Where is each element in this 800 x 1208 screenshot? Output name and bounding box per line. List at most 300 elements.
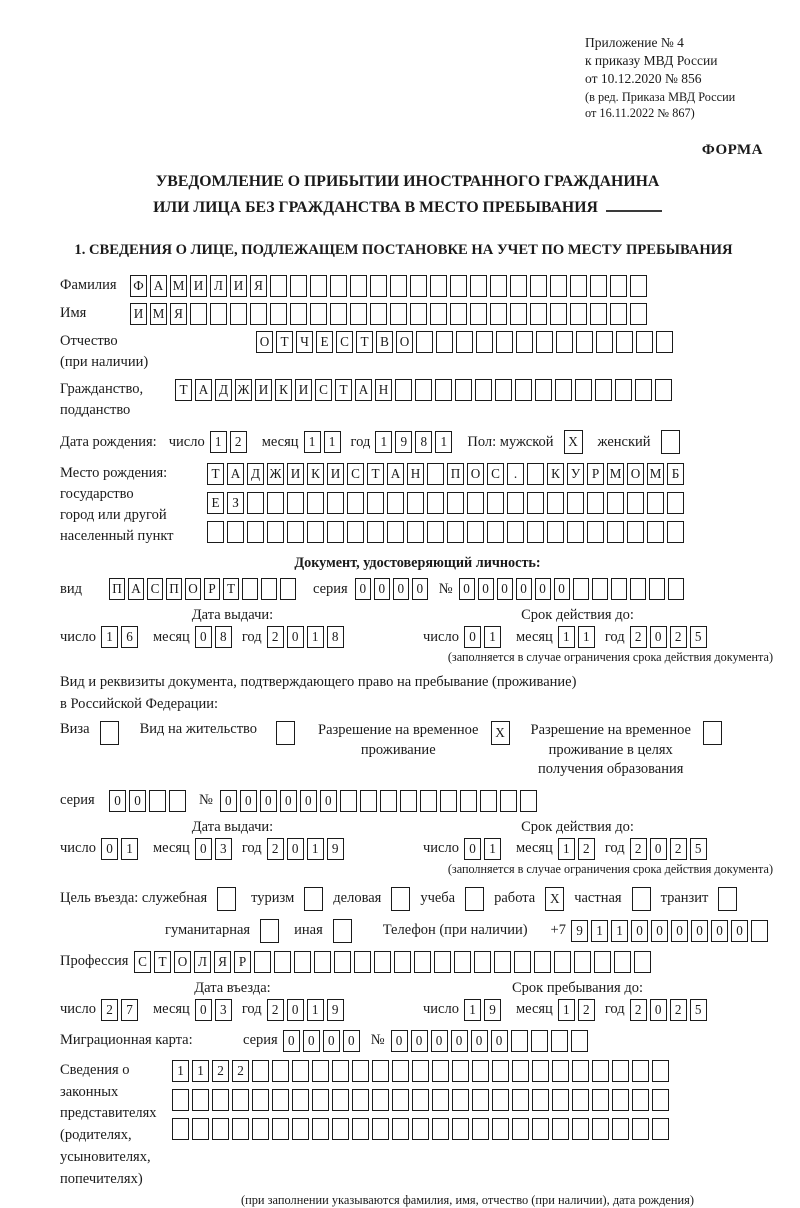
guardians-row1-input[interactable] [172,1060,672,1082]
char-cell[interactable] [527,521,544,543]
char-cell[interactable] [472,1060,489,1082]
char-cell[interactable] [594,951,611,973]
char-cell[interactable]: П [166,578,182,600]
char-cell[interactable]: Т [207,463,224,485]
char-cell[interactable] [416,331,433,353]
char-cell[interactable] [330,303,347,325]
char-cell[interactable] [510,303,527,325]
char-cell[interactable]: С [134,951,151,973]
char-cell[interactable]: 9 [327,999,344,1021]
char-cell[interactable] [372,1118,389,1140]
char-cell[interactable] [514,951,531,973]
char-cell[interactable] [555,379,572,401]
char-cell[interactable] [496,331,513,353]
char-cell[interactable]: 0 [220,790,237,812]
char-cell[interactable]: О [627,463,644,485]
char-cell[interactable] [395,379,412,401]
permit-valid-day-input[interactable] [464,838,504,860]
temp-residence-edu-checkbox[interactable] [703,721,725,745]
char-cell[interactable] [615,379,632,401]
char-cell[interactable]: Т [367,463,384,485]
char-cell[interactable]: И [130,303,147,325]
char-cell[interactable] [436,331,453,353]
char-cell[interactable]: 1 [307,626,324,648]
char-cell[interactable] [227,521,244,543]
char-cell[interactable]: 0 [671,920,688,942]
char-cell[interactable]: 1 [307,838,324,860]
char-cell[interactable] [387,492,404,514]
char-cell[interactable] [495,379,512,401]
char-cell[interactable]: П [447,463,464,485]
char-cell[interactable] [372,1060,389,1082]
char-cell[interactable] [292,1089,309,1111]
char-cell[interactable] [572,1118,589,1140]
char-cell[interactable]: 0 [283,1030,300,1052]
char-cell[interactable] [567,492,584,514]
char-cell[interactable]: И [190,275,207,297]
temp-residence-checkbox[interactable] [491,721,513,745]
char-cell[interactable]: О [174,951,191,973]
char-cell[interactable]: 0 [711,920,728,942]
char-cell[interactable] [751,920,768,942]
char-cell[interactable] [169,790,186,812]
char-cell[interactable] [307,492,324,514]
purpose-work-checkbox[interactable] [545,887,567,911]
char-cell[interactable] [552,1089,569,1111]
char-cell[interactable] [530,275,547,297]
char-cell[interactable]: Ж [267,463,284,485]
permit-number-input[interactable] [220,790,540,812]
char-cell[interactable]: 0 [491,1030,508,1052]
char-cell[interactable] [470,275,487,297]
purpose-tourism-checkbox[interactable] [304,887,326,911]
char-cell[interactable]: Е [207,492,224,514]
char-cell[interactable]: 0 [240,790,257,812]
checkbox-cell[interactable]: X [491,721,510,745]
char-cell[interactable] [627,492,644,514]
char-cell[interactable] [635,379,652,401]
char-cell[interactable]: С [487,463,504,485]
char-cell[interactable] [475,379,492,401]
char-cell[interactable]: Т [276,331,293,353]
char-cell[interactable] [590,303,607,325]
char-cell[interactable]: И [295,379,312,401]
guardians-row3-input[interactable] [172,1118,672,1140]
char-cell[interactable] [607,521,624,543]
char-cell[interactable] [551,1030,568,1052]
char-cell[interactable]: Ч [296,331,313,353]
char-cell[interactable]: 1 [324,431,341,453]
char-cell[interactable] [507,521,524,543]
purpose-humanitarian-checkbox[interactable] [260,919,282,943]
char-cell[interactable] [515,379,532,401]
char-cell[interactable] [192,1118,209,1140]
char-cell[interactable] [314,951,331,973]
char-cell[interactable]: 1 [172,1060,189,1082]
char-cell[interactable]: 1 [558,838,575,860]
checkbox-cell[interactable] [703,721,722,745]
char-cell[interactable] [571,1030,588,1052]
char-cell[interactable] [247,521,264,543]
char-cell[interactable]: Б [667,463,684,485]
char-cell[interactable]: К [547,463,564,485]
char-cell[interactable]: 0 [516,578,532,600]
char-cell[interactable]: 1 [484,838,501,860]
char-cell[interactable] [374,951,391,973]
char-cell[interactable] [250,303,267,325]
purpose-official-checkbox[interactable] [217,887,239,911]
char-cell[interactable]: 0 [631,920,648,942]
char-cell[interactable]: 0 [497,578,513,600]
char-cell[interactable]: И [230,275,247,297]
char-cell[interactable] [616,331,633,353]
char-cell[interactable]: 1 [611,920,628,942]
char-cell[interactable] [387,521,404,543]
char-cell[interactable] [632,1060,649,1082]
char-cell[interactable]: 0 [431,1030,448,1052]
char-cell[interactable] [190,303,207,325]
char-cell[interactable] [274,951,291,973]
char-cell[interactable]: 0 [731,920,748,942]
char-cell[interactable]: 1 [304,431,321,453]
char-cell[interactable] [547,492,564,514]
char-cell[interactable] [472,1118,489,1140]
char-cell[interactable] [510,275,527,297]
char-cell[interactable] [572,1089,589,1111]
char-cell[interactable] [380,790,397,812]
char-cell[interactable] [572,1060,589,1082]
char-cell[interactable] [310,303,327,325]
visa-checkbox[interactable] [100,721,122,745]
permit-valid-year-input[interactable] [630,838,710,860]
char-cell[interactable]: Т [223,578,239,600]
char-cell[interactable]: 0 [471,1030,488,1052]
char-cell[interactable]: 2 [230,431,247,453]
char-cell[interactable] [467,492,484,514]
char-cell[interactable] [632,1118,649,1140]
char-cell[interactable] [667,521,684,543]
permit-issue-year-input[interactable] [267,838,347,860]
checkbox-cell[interactable] [304,887,323,911]
char-cell[interactable] [242,578,258,600]
char-cell[interactable]: Д [247,463,264,485]
char-cell[interactable] [272,1089,289,1111]
char-cell[interactable]: 0 [535,578,551,600]
char-cell[interactable]: З [227,492,244,514]
char-cell[interactable] [347,492,364,514]
char-cell[interactable] [535,379,552,401]
char-cell[interactable] [596,331,613,353]
profession-input[interactable] [134,951,654,973]
char-cell[interactable]: 5 [690,838,707,860]
char-cell[interactable] [352,1060,369,1082]
char-cell[interactable]: 0 [374,578,390,600]
char-cell[interactable]: М [647,463,664,485]
char-cell[interactable]: 0 [343,1030,360,1052]
char-cell[interactable]: 8 [215,626,232,648]
passport-issue-year-input[interactable] [267,626,347,648]
char-cell[interactable] [547,521,564,543]
char-cell[interactable]: 1 [578,626,595,648]
char-cell[interactable]: Е [316,331,333,353]
char-cell[interactable] [452,1118,469,1140]
char-cell[interactable] [392,1089,409,1111]
checkbox-cell[interactable] [718,887,737,911]
char-cell[interactable]: 9 [395,431,412,453]
char-cell[interactable] [614,951,631,973]
char-cell[interactable] [552,1118,569,1140]
char-cell[interactable] [367,492,384,514]
char-cell[interactable]: 1 [121,838,138,860]
char-cell[interactable] [392,1118,409,1140]
char-cell[interactable] [350,275,367,297]
char-cell[interactable] [290,275,307,297]
char-cell[interactable]: 2 [630,838,647,860]
checkbox-cell[interactable] [661,430,680,454]
char-cell[interactable] [450,303,467,325]
char-cell[interactable]: 2 [630,999,647,1021]
char-cell[interactable]: Л [210,275,227,297]
char-cell[interactable] [532,1118,549,1140]
permit-issue-month-input[interactable] [195,838,235,860]
char-cell[interactable] [327,492,344,514]
char-cell[interactable] [630,303,647,325]
name-input[interactable] [130,303,650,325]
char-cell[interactable]: О [396,331,413,353]
char-cell[interactable]: М [170,275,187,297]
char-cell[interactable]: 9 [327,838,344,860]
char-cell[interactable]: 0 [451,1030,468,1052]
char-cell[interactable] [207,521,224,543]
char-cell[interactable] [647,492,664,514]
char-cell[interactable]: 0 [464,626,481,648]
char-cell[interactable] [456,331,473,353]
char-cell[interactable] [532,1060,549,1082]
char-cell[interactable] [516,331,533,353]
char-cell[interactable] [595,379,612,401]
char-cell[interactable] [636,331,653,353]
char-cell[interactable]: 2 [267,626,284,648]
char-cell[interactable] [567,521,584,543]
char-cell[interactable]: 2 [670,626,687,648]
char-cell[interactable]: 0 [459,578,475,600]
checkbox-cell[interactable] [632,887,651,911]
char-cell[interactable]: 0 [650,838,667,860]
char-cell[interactable]: 0 [393,578,409,600]
char-cell[interactable]: 0 [195,838,212,860]
char-cell[interactable] [350,303,367,325]
char-cell[interactable] [290,303,307,325]
char-cell[interactable] [611,578,627,600]
char-cell[interactable] [632,1089,649,1111]
char-cell[interactable] [492,1060,509,1082]
char-cell[interactable] [434,951,451,973]
purpose-business-checkbox[interactable] [391,887,413,911]
birth-place-row2-input[interactable] [207,492,687,514]
char-cell[interactable]: 0 [287,999,304,1021]
char-cell[interactable]: 2 [670,838,687,860]
char-cell[interactable] [310,275,327,297]
purpose-transit-checkbox[interactable] [718,887,740,911]
char-cell[interactable] [267,492,284,514]
char-cell[interactable]: 2 [232,1060,249,1082]
purpose-private-checkbox[interactable] [632,887,654,911]
entry-year-input[interactable] [267,999,347,1021]
char-cell[interactable] [554,951,571,973]
char-cell[interactable]: А [128,578,144,600]
char-cell[interactable] [452,1060,469,1082]
char-cell[interactable] [454,951,471,973]
char-cell[interactable]: 1 [558,626,575,648]
char-cell[interactable] [427,521,444,543]
char-cell[interactable] [332,1060,349,1082]
char-cell[interactable] [652,1118,669,1140]
char-cell[interactable]: Р [587,463,604,485]
char-cell[interactable] [354,951,371,973]
char-cell[interactable] [627,521,644,543]
char-cell[interactable] [592,1118,609,1140]
char-cell[interactable] [370,303,387,325]
char-cell[interactable] [172,1089,189,1111]
char-cell[interactable]: 2 [267,838,284,860]
char-cell[interactable] [360,790,377,812]
char-cell[interactable] [252,1089,269,1111]
char-cell[interactable] [432,1089,449,1111]
char-cell[interactable] [574,951,591,973]
char-cell[interactable] [372,1089,389,1111]
char-cell[interactable] [512,1118,529,1140]
char-cell[interactable] [556,331,573,353]
char-cell[interactable] [287,521,304,543]
char-cell[interactable] [634,951,651,973]
char-cell[interactable] [230,303,247,325]
char-cell[interactable]: 0 [300,790,317,812]
char-cell[interactable] [312,1060,329,1082]
char-cell[interactable] [410,303,427,325]
char-cell[interactable]: . [507,463,524,485]
char-cell[interactable] [647,521,664,543]
char-cell[interactable] [630,275,647,297]
char-cell[interactable] [432,1060,449,1082]
char-cell[interactable]: 0 [691,920,708,942]
char-cell[interactable]: Р [204,578,220,600]
doc-series-input[interactable] [355,578,431,600]
char-cell[interactable] [420,790,437,812]
entry-month-input[interactable] [195,999,235,1021]
char-cell[interactable]: 0 [464,838,481,860]
char-cell[interactable] [512,1060,529,1082]
sex-male-checkbox[interactable] [564,430,586,454]
char-cell[interactable]: 1 [435,431,452,453]
char-cell[interactable] [492,1118,509,1140]
phone-input[interactable] [571,920,771,942]
char-cell[interactable] [292,1118,309,1140]
char-cell[interactable]: 0 [287,838,304,860]
char-cell[interactable] [430,303,447,325]
char-cell[interactable] [570,275,587,297]
char-cell[interactable] [575,379,592,401]
char-cell[interactable] [649,578,665,600]
char-cell[interactable] [267,521,284,543]
char-cell[interactable]: Я [214,951,231,973]
char-cell[interactable]: 0 [195,626,212,648]
char-cell[interactable] [232,1089,249,1111]
char-cell[interactable] [367,521,384,543]
char-cell[interactable] [270,303,287,325]
char-cell[interactable] [427,492,444,514]
char-cell[interactable]: М [150,303,167,325]
char-cell[interactable]: 0 [260,790,277,812]
purpose-study-checkbox[interactable] [465,887,487,911]
char-cell[interactable] [511,1030,528,1052]
char-cell[interactable]: 3 [215,999,232,1021]
stay-month-input[interactable] [558,999,598,1021]
char-cell[interactable]: 0 [650,626,667,648]
char-cell[interactable]: И [255,379,272,401]
passport-issue-month-input[interactable] [195,626,235,648]
char-cell[interactable]: О [256,331,273,353]
checkbox-cell[interactable] [217,887,236,911]
char-cell[interactable]: К [275,379,292,401]
char-cell[interactable]: А [355,379,372,401]
char-cell[interactable] [592,1089,609,1111]
char-cell[interactable] [490,275,507,297]
char-cell[interactable] [412,1118,429,1140]
char-cell[interactable]: 1 [192,1060,209,1082]
char-cell[interactable] [487,521,504,543]
char-cell[interactable] [307,521,324,543]
char-cell[interactable]: 0 [109,790,126,812]
char-cell[interactable] [552,1060,569,1082]
char-cell[interactable] [412,1060,429,1082]
char-cell[interactable] [400,790,417,812]
char-cell[interactable] [392,1060,409,1082]
char-cell[interactable] [172,1118,189,1140]
char-cell[interactable] [610,275,627,297]
entry-day-input[interactable] [101,999,141,1021]
char-cell[interactable]: 5 [690,626,707,648]
char-cell[interactable] [432,1118,449,1140]
passport-issue-day-input[interactable] [101,626,141,648]
char-cell[interactable] [668,578,684,600]
char-cell[interactable]: 0 [323,1030,340,1052]
char-cell[interactable]: 7 [121,999,138,1021]
char-cell[interactable] [512,1089,529,1111]
passport-valid-year-input[interactable] [630,626,710,648]
char-cell[interactable] [415,379,432,401]
checkbox-cell[interactable] [465,887,484,911]
char-cell[interactable] [476,331,493,353]
char-cell[interactable] [550,303,567,325]
char-cell[interactable]: 2 [212,1060,229,1082]
char-cell[interactable] [407,521,424,543]
char-cell[interactable] [530,303,547,325]
char-cell[interactable]: 8 [415,431,432,453]
char-cell[interactable]: 6 [121,626,138,648]
char-cell[interactable]: Д [215,379,232,401]
char-cell[interactable] [212,1089,229,1111]
char-cell[interactable] [272,1060,289,1082]
permit-valid-month-input[interactable] [558,838,598,860]
char-cell[interactable] [507,492,524,514]
char-cell[interactable] [340,790,357,812]
mig-number-input[interactable] [391,1030,591,1052]
char-cell[interactable]: 0 [280,790,297,812]
char-cell[interactable] [287,492,304,514]
char-cell[interactable] [254,951,271,973]
char-cell[interactable] [447,521,464,543]
checkbox-cell[interactable]: X [545,887,564,911]
